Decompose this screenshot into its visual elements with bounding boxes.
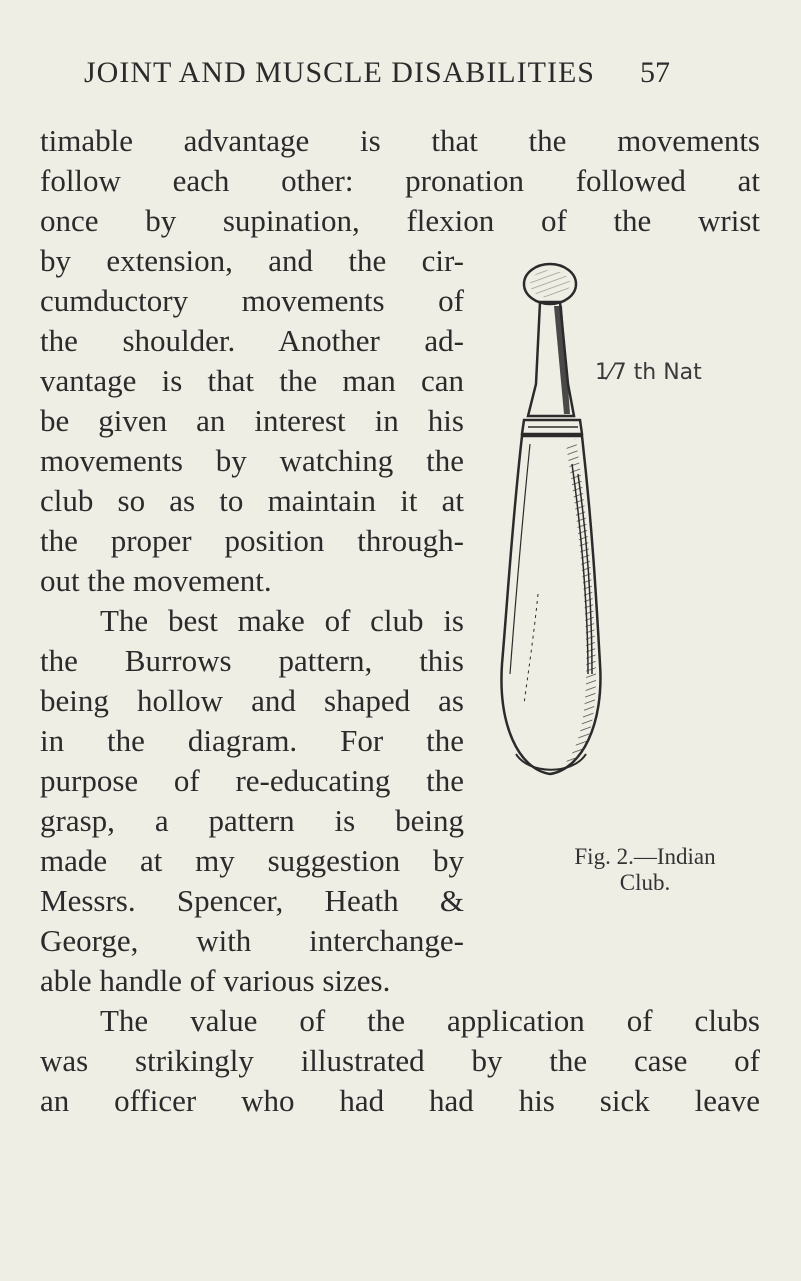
text-line: made at my suggestion by xyxy=(40,843,464,878)
text-line: an officer who had had his sick leave xyxy=(40,1083,760,1118)
text-line: the proper position through- xyxy=(40,523,464,558)
text-line: cumductory movements of xyxy=(40,283,464,318)
page-number: 57 xyxy=(640,56,670,89)
text-line: the Burrows pattern, this xyxy=(40,643,464,678)
text-line: The best make of club is xyxy=(100,603,464,638)
text-line: timable advantage is that the movements xyxy=(40,123,760,158)
text-line: purpose of re-educating the xyxy=(40,763,464,798)
text-line: club so as to maintain it at xyxy=(40,483,464,518)
text-line: be given an interest in his xyxy=(40,403,464,438)
caption-line: Fig. 2.—Indian xyxy=(574,844,716,869)
text-line: by extension, and the cir- xyxy=(40,243,464,278)
text-line: in the diagram. For the xyxy=(40,723,464,758)
text-line: movements by watching the xyxy=(40,443,464,478)
text-line: grasp, a pattern is being xyxy=(40,803,464,838)
running-title: JOINT AND MUSCLE DISABILITIES xyxy=(84,56,595,89)
text-line: The value of the application of clubs xyxy=(100,1003,760,1038)
text-line: Messrs. Spencer, Heath & xyxy=(40,883,464,918)
text-line: George, with interchange- xyxy=(40,923,464,958)
text-line: once by supination, flexion of the wrist xyxy=(40,203,760,238)
scale-label: 1⁄7 th Nat xyxy=(595,360,702,385)
text-line: able handle of various sizes. xyxy=(40,963,391,998)
running-header xyxy=(0,56,801,106)
text-line: out the movement. xyxy=(40,563,272,598)
indian-club-illustration xyxy=(488,234,718,794)
caption-line: Club. xyxy=(619,870,671,895)
text-line: vantage is that the man can xyxy=(40,363,464,398)
text-line: follow each other: pronation followed at xyxy=(40,163,760,198)
text-line: was strikingly illustrated by the case of xyxy=(40,1043,760,1078)
figure-caption xyxy=(520,844,770,896)
text-line: being hollow and shaped as xyxy=(40,683,464,718)
text-line: the shoulder. Another ad- xyxy=(40,323,464,358)
